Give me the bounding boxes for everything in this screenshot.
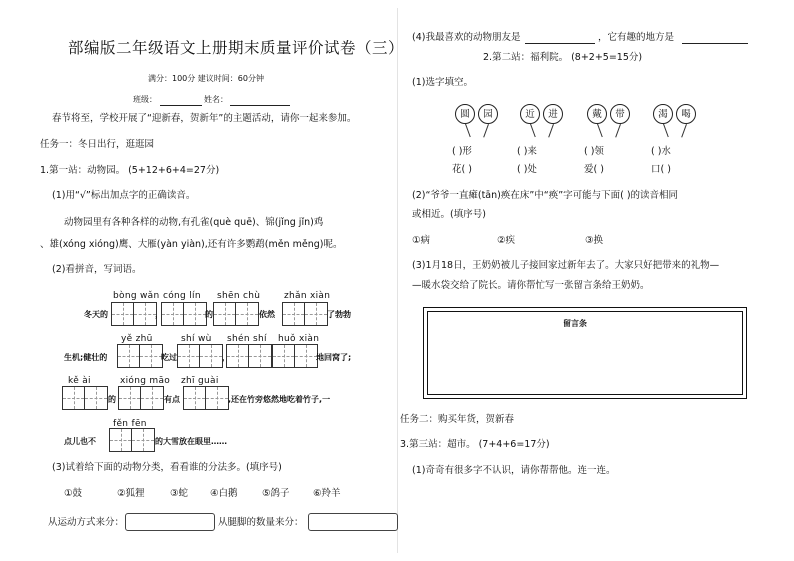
q1-1-prompt: (1)用“√”标出加点字的正确读音。 [52,190,196,201]
classify-by-motion-label: 从运动方式来分： [48,517,125,528]
fill-2-2[interactable]: ( )处 [517,164,537,175]
balloon-string [597,124,603,137]
choice-2: ②疾 [497,235,516,246]
q2-1-prompt: (1)选字填空。 [412,77,473,88]
fill-1-3[interactable]: ( )领 [584,146,604,157]
pinyin-2-3: shén shí [227,334,267,344]
task2-heading: 任务二：购买年货，贺新春 [400,414,515,425]
q2-2-line-1: (2)“爷爷一直瘫(tān)痪在床”中“痪”字可能与下面( )的读音相同 [412,190,679,201]
writing-cells-1-4[interactable] [282,302,328,326]
row3-mid1: 的 [108,395,116,404]
task1-heading: 任务一：冬日出行，逛逛园 [40,139,155,150]
passage-line-1: 动物园里有各种各样的动物,有孔雀(què quē)、锦(jǐng jǐn)鸡 [64,217,324,228]
writing-cells-3-2[interactable] [118,386,164,410]
writing-cells-2-1[interactable] [117,344,163,368]
q4-prompt: (4)我最喜欢的动物朋友是 [412,32,521,43]
fill-1-4[interactable]: ( )水 [651,146,671,157]
writing-cells-1-3[interactable] [213,302,259,326]
row2-suffix: 地回窝了; [316,353,352,362]
pinyin-4-1: fěn fēn [113,419,147,429]
balloon-char: 进 [543,104,563,124]
station3-heading: 3.第三站：超市。 (7+4+6=17分) [400,439,550,450]
row1-mid3: 依然 [259,310,275,319]
animal-5: ⑤鸽子 [262,488,290,499]
exam-title: 部编版二年级语文上册期末质量评价试卷（三） [68,39,405,57]
row1-suffix: 了勃勃 [327,310,351,319]
balloon-string [548,124,554,137]
station2-heading: 2.第二站：福利院。 (8+2+5=15分) [483,52,643,63]
pinyin-1-4: zhǎn xiàn [284,291,331,301]
row2-mid1: 吃过 [161,353,177,362]
balloon-string [681,124,687,137]
q3-1-prompt: (1)奇奇有很多字不认识，请你帮帮他。连一连。 [412,465,616,476]
fill-1-2[interactable]: ( )来 [517,146,537,157]
writing-cells-1-1[interactable] [111,302,157,326]
row3-suffix: ,还在竹旁悠然地吃着竹子,一 [228,395,331,404]
q2-2-line-2: 或相近。(填序号) [412,209,486,220]
writing-cells-2-3[interactable] [226,344,272,368]
name-field[interactable] [230,94,290,106]
writing-cells-3-3[interactable] [183,386,229,410]
class-field[interactable] [160,94,202,106]
row3-mid2: 有点 [164,395,180,404]
pinyin-2-4: huǒ xiàn [278,334,320,344]
q1-3-prompt: (3)试着给下面的动物分类，看看谁的分法多。(填序号) [52,462,282,473]
animal-6: ⑥羚羊 [313,488,341,499]
pinyin-3-2: xióng māo [120,376,171,386]
pinyin-2-2: shí wù [181,334,212,344]
interesting-part-field[interactable] [682,32,748,44]
balloon-string [663,124,669,137]
row2-prefix: 生机;健壮的 [64,353,108,362]
exam-meta: 满分：100分 建议时间：60分钟 [148,74,264,83]
balloon-string [530,124,536,137]
favorite-animal-field[interactable] [525,32,595,44]
q2-3-line-1: (3)1月18日，王奶奶被儿子接回家过新年去了。大家只好把带来的礼物— [412,260,720,271]
pinyin-1-3: shēn chù [217,291,261,301]
fill-2-3[interactable]: 爱( ) [584,164,604,175]
pinyin-3-3: zhī guài [181,376,219,386]
pinyin-3-1: kě ài [68,376,91,386]
animal-1: ①鼓 [64,488,83,499]
writing-cells-2-2[interactable] [177,344,223,368]
pinyin-1-1: bòng wǎn [113,291,160,301]
q4-mid: ，它有趣的地方是 [598,32,675,43]
name-label: 姓名： [204,95,228,104]
balloon-char: 渴 [653,104,673,124]
message-note-box[interactable] [423,307,747,399]
animal-2: ②狐狸 [117,488,145,499]
q2-3-line-2: —暖水袋交给了院长。请你帮忙写一张留言条给王奶奶。 [412,280,650,291]
classify-by-motion-input[interactable] [125,513,215,531]
message-note-title: 留言条 [563,319,587,328]
balloon-char: 戴 [587,104,607,124]
q1-2-prompt: (2)看拼音，写词语。 [52,264,142,275]
balloon-char: 带 [610,104,630,124]
column-divider [397,8,398,553]
choice-3: ③换 [585,235,604,246]
fill-2-1[interactable]: 花( ) [452,164,472,175]
row1-mid2: 的 [205,310,213,319]
row4-suffix: 的大雪放在眼里…… [155,437,227,446]
intro-text: 春节将至，学校开展了“迎新春，贺新年”的主题活动，请你一起来参加。 [52,113,357,124]
balloon-char: 喝 [676,104,696,124]
classify-by-legs-label: 从腿脚的数量来分： [218,517,304,528]
pinyin-1-2: cóng lín [163,291,201,301]
choice-1: ①病 [412,235,431,246]
fill-2-4[interactable]: 口( ) [651,164,671,175]
writing-cells-3-1[interactable] [62,386,108,410]
station1-heading: 1.第一站：动物园。 (5+12+6+4=27分) [40,165,220,176]
balloon-string [615,124,621,137]
balloon-char: 园 [478,104,498,124]
animal-4: ④白鹅 [210,488,238,499]
fill-1-1[interactable]: ( )形 [452,146,472,157]
row4-prefix: 点儿也不 [64,437,96,446]
writing-cells-2-4[interactable] [272,344,318,368]
animal-3: ③蛇 [170,488,189,499]
balloon-string [465,124,471,137]
row1-prefix: 冬天的 [84,310,108,319]
balloon-string [483,124,489,137]
passage-line-2: 、雄(xóng xióng)鹰、大雁(yàn yiàn),还有许多鹦鹉(měn měng)呢。 [40,239,343,250]
classify-by-legs-input[interactable] [308,513,398,531]
writing-cells-1-2[interactable] [161,302,207,326]
writing-cells-4-1[interactable] [109,428,155,452]
balloon-char: 圆 [455,104,475,124]
class-label: 班级： [133,95,157,104]
balloon-char: 近 [520,104,540,124]
pinyin-2-1: yě zhū [121,334,153,344]
row2-mid2: ， [222,353,230,362]
row1-mid1: ， [155,310,163,319]
